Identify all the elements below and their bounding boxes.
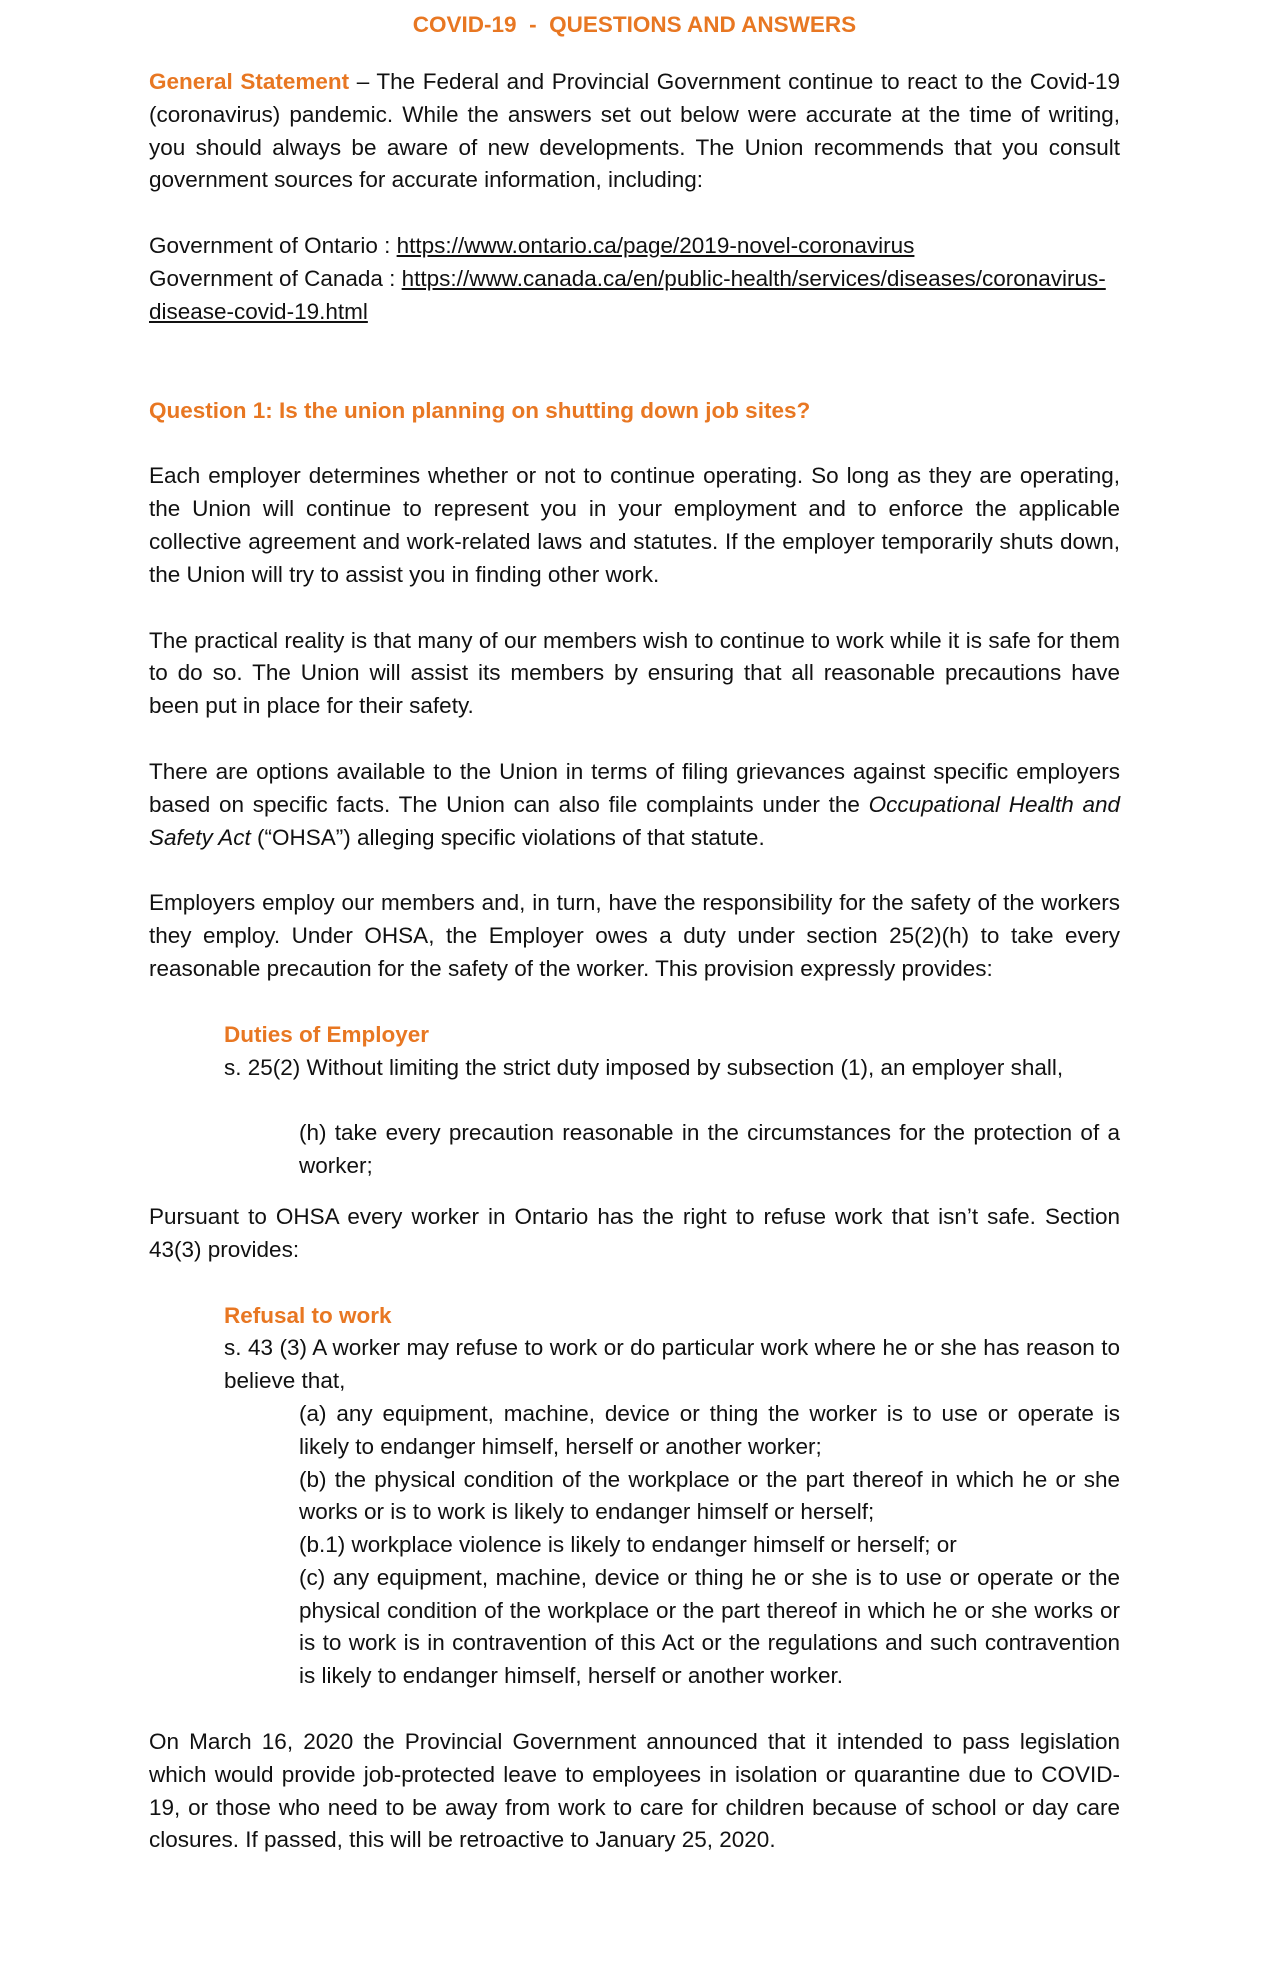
ontario-label: Government of Ontario : bbox=[149, 233, 397, 259]
refusal-clause-b1: (b.1) workplace violence is likely to endanger himself or herself; or bbox=[299, 1532, 957, 1558]
general-statement bbox=[149, 66, 1120, 197]
canada-label: Government of Canada : bbox=[149, 265, 402, 291]
ontario-link[interactable]: https://www.ontario.ca/page/2019-novel-coronavirus bbox=[396, 233, 915, 259]
refusal-to-work-quote bbox=[224, 1300, 1120, 1694]
duties-clause-h bbox=[299, 1117, 1120, 1183]
paragraph-grievance-options bbox=[149, 756, 1120, 854]
canada-link[interactable]: https://www.canada.ca/en/public-health/services/diseases/coronavirus-disease-covid-19.html bbox=[149, 265, 1106, 324]
duties-h-text: (h) take every precaution reasonable in the circumstances for the protection of a worker; bbox=[299, 1120, 1120, 1179]
paragraph-employer-operating: Each employer determines whether or not to continue operating. So long as they are operating, the Union will continue to represent you in your employment and to enforce the applicable collective agreement and work-related laws and statutes. If the employer temporarily shuts down, the Union will try to assist you in finding other work. bbox=[149, 463, 1120, 587]
ontario-link-row bbox=[149, 230, 1120, 263]
ohsa-act-title: Occupational Health and Safety Act bbox=[149, 791, 1120, 850]
document-title: COVID-19 - QUESTIONS AND ANSWERS bbox=[412, 12, 857, 37]
duties-text: s. 25(2) Without limiting the strict duty imposed by subsection (1), an employer shall, bbox=[224, 1054, 1064, 1080]
refusal-clauses bbox=[299, 1398, 1120, 1693]
government-links bbox=[149, 230, 1120, 328]
question-1-heading: Question 1: Is the union planning on shutting down job sites? bbox=[149, 397, 811, 423]
duties-of-employer-quote bbox=[224, 1019, 1120, 1085]
paragraph-march-16-announcement: On March 16, 2020 the Provincial Government announced that it intended to pass legislation which would provide job-protected leave to employees in isolation or quarantine due to COVID-19, or those who need to be away from work to care for children because of school or day care closures. If passed, this will be retroactive to January 25, 2020. bbox=[149, 1729, 1120, 1853]
refusal-heading: Refusal to work bbox=[224, 1302, 392, 1328]
refusal-clause-a: (a) any equipment, machine, device or thing the worker is to use or operate is likely to endanger himself, herself or another worker; bbox=[299, 1400, 1120, 1459]
general-statement-text: – The Federal and Provincial Government continue to react to the Covid-19 (coronavirus) pandemic. While the answers set out below were accurate at the time of writing, you should always be aware of new developments. The Union recommends that you consult government sources for accurate information, including: bbox=[149, 69, 1120, 193]
general-statement-label: General Statement bbox=[149, 69, 350, 94]
p3-start: There are options available to the Union in terms of filing grievances against specific employers based on specific facts. The Union can also file complaints under the bbox=[149, 758, 1120, 817]
refusal-text: s. 43 (3) A worker may refuse to work or do particular work where he or she has reason to believe that, bbox=[224, 1335, 1120, 1394]
paragraph-practical-reality: The practical reality is that many of our members wish to continue to work while it is safe for them to do so. The Union will assist its members by ensuring that all reasonable precautions have been put in place for their safety. bbox=[149, 627, 1120, 719]
paragraph-employer-responsibility: Employers employ our members and, in turn, have the responsibility for the safety of the workers they employ. Under OHSA, the Employer owes a duty under section 25(2)(h) to take every reasonable precaution for the safety of the worker. This provision expressly provides: bbox=[149, 890, 1120, 981]
refusal-clause-c: (c) any equipment, machine, device or thing he or she is to use or operate or the physical condition of the workplace or the part thereof in which he or she works or is to work is in contravention of this Act or the regulations and such contravention is likely to endanger himself, herself or another worker. bbox=[299, 1564, 1120, 1689]
canada-link-row bbox=[149, 263, 1120, 329]
p3-end: (“OHSA”) alleging specific violations of that statute. bbox=[250, 824, 765, 850]
paragraph-right-to-refuse: Pursuant to OHSA every worker in Ontario has the right to refuse work that isn’t safe. Section 43(3) provides: bbox=[149, 1203, 1120, 1262]
duties-heading: Duties of Employer bbox=[224, 1021, 430, 1047]
refusal-clause-b: (b) the physical condition of the workplace or the part thereof in which he or she works or is to work is likely to endanger himself or herself; bbox=[299, 1466, 1120, 1525]
